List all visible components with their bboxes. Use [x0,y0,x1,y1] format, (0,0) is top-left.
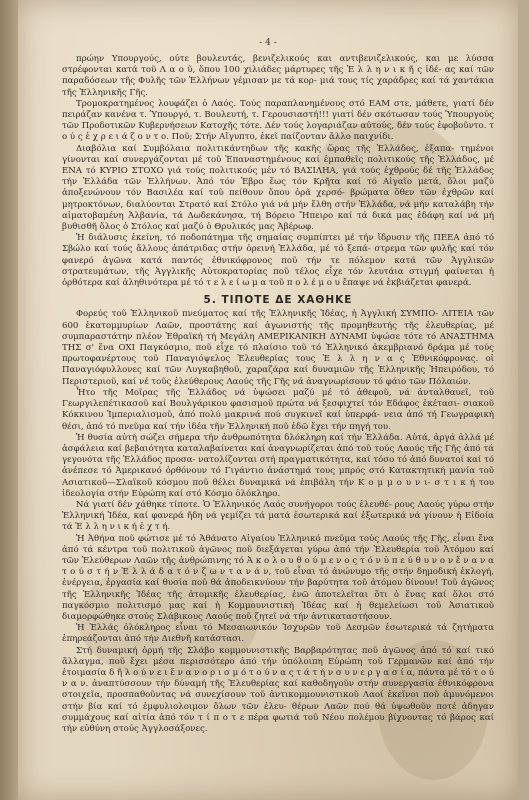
paragraph: Διαβόλια καί Συμβόλαια πολιτικάντηδων τῆς κακῆς ὥρας τῆς Ἑλλάδος, ἐξαπα- τημένοι γίνονται καί συνεργάζονται μέ τοῦ Ἐπαναστημένους καί ἐμπαθεῖς πολιτικούς τῆς Ἑλλάδος, μέ ΕΝΑ τό ΚΥΡΙΟ ΣΤΟΧΟ γιά τούς πολιτικούς μέν τό ΒΑΣΙΛΗΑ, γιά τούς ἐχθρούς δέ τῆς Ἑλλάδος τήν Ἑλλάδα τῶν Ἑλλήνων. Ἀπό τόν Ἐβρο ἕως τόν Κρῆτα καί τό Αἰγαῖο μετά, ὅλοι μαζύ ἀποξενώνουν τόν Βασιλέα καί τοῦ πείθουν ὅπου ὁρᾶ χερσό- βρώματα ὅθεν τῶν ἐχθρῶν καί μητροκτόνων, διαλύονται Στρατό καί Στόλο γιά νά μήν ἔλθη στήν Ἑλλάδα, νά μήν καταλάβη τήν αἰματοβαμένη Ἀλβανία, τά Δωδεκάνησα, τή Βόρειο Ἤπειρο καί τά δικά μας ἐδάφη καί νά μή βυθισθῆ ὅλος ὁ Στόλος καί μαζύ ὁ Θρυλικός μας Ἀβέρωφ. [62,143,494,233]
page-edge-shadow [0,0,18,800]
page-number: - 4 - [259,38,277,48]
paragraph: Ἡ Ἀθήνα ποῦ φώτισε μέ τό Ἀθάνατο Αἰγαίου Ἑλληνικό πνεῦμα τούς Λαούς τῆς Γῆς, εἶναι ἔνα ἀπό τά κέντρα τοῦ πολιτικοῦ ἀγῶνος ποῦ διεξάγεται γύρω ἀπό τήν Ἐλευθερία τοῦ Ἀτόμου καί τῶν Ἐλεύθερων Λαῶν τῆς ἀνθρώπινης τό Ἀ κ ο λ ο υ θ ο ύ μ ε ν ο ς τ ό ν ὑ π ε ύ θ υ ν ο ν ἔ ν α ν α τ ο ύ σ τ ή ν Ἐ λ λ ά δ α τ ό ν ζ ω ν τ α ν ά ν, τοῦ εἶναι τό ἀνώνυμο τῆς στήν δημοδική ἐκλογή, ἐνέργεια, ἐργασία καί θυσία ποῦ θά ἀποδεικνύουν τήν βαρύτητα τοῦ ἀτόμου δίνουν! Τοῦ ἀγῶνος τῆς Ἑλληνικῆς Ἰδέας τῆς ἀτομικῆς ἐλευθερίας, ἐνῶ ἀποτελεῖται ὅτι ὁ ἕνας καί ὅλοι στό παγκόσμιο πολιτισμό μας καί ἡ Κομμουνιστική Ἰδέας καί ἡ θεμελείωσι τοῦ Ἀσιατικοῦ διαμορφώθηκε στούς Σλάβικους Λαούς ποῦ ζητεῖ νά τήν ἀντικαταστήσουν. [62,533,494,622]
paragraph: Νά γιατί δέν χάθηκε τίποτε. Ὁ Ἑλληνικός Λαός συνήγοροι τούς ἐλευθέ- ρους Λαούς γύρω στήν Ἑλληνική Ἰδέα, καί φανερά ἤδη νά γεμίζει τά ματά ἐσωτερικά καί ἐξωτερικά νά γίνουν ἡ Εἰδοία τά Ἐ λ λ η ν ι κ ή ἐ χ τ ή. [62,499,494,533]
paragraph: Τρομοκρατημένος λουφάζει ὁ Λαός. Τούς παραπλανημένους στό ΕΑΜ στε, μάθετε, γιατί δέν πειράζαν κανένα τ. Ὑπουργό, τ. Βουλευτή, τ. Γερουσιαστή!!! γιατί δέν σκότωσαν τούς Ὑπουργούς τῶν Προδοτικῶν Κυβερνήσεων Κατοχῆς τότε. Δέν τούς λογαριάζαν αὐτούς, δέν τούς ἐφοβοῦντο. τ ο ύ ς ἐ χ ρ ε ι ά ζ ο ν τ ο. Ποῦ; Στήν Αἴγυπτο, ἐκεῖ παίζονταν ἄλλο παιχνίδι. [62,98,494,143]
paragraph: Ἡ Ἑλλάς ὁλόκληρος εἶναι τό Μεσαιωνικόν Ἰσχυρῶν τοῦ Δεσμῶν ἐσωτερικά τά ζητήματα ἐπηρεάζονται ἀπό τήν Διεθνῆ κατάστασι. [62,623,494,645]
document-page [18,0,518,800]
paragraph: Φορεύς τοῦ Ἑλληνικοῦ πνεύματος καί τῆς Ἑλληνικῆς Ἰδέας, ἡ Ἀγγλική ΣΥΜΠΟ- ΛΙΤΕΙΑ τῶν 600 ἑκατομμυρίων Λαῶν, προστάτης καί ἀγωνιστής τῆς προμηθευτής τῆς ἐλευθερίας, μέ συμπαραστάτην πλέον Ἐθραϊκή τή Μεγάλη ΑΜΕΡΙΚΑΝΙΚΗ ΔΥΝΑΜΙ ὑψώσε τότε τό ΑΝΑΣΤΗΜΑ ΤΗΣ σ' ἕνα ΟΧΙ Παγκόσμιο, ποῦ εἶχε τό πλαίσιο τοῦ τό Ἑλληνικό ἀκεμβριανό δράμα μέ τούς πρωτοφανέρτους τοῦ Παναγιόψελος Ἑλευθερίας τους Ἐ λ λ η ν α ς Ἐθνικόφρονας. οἱ Παναγιόφυλλονες καί τῶν Λυγκαβηθοῦ, χαραζάρα καί δυναμιῶν τῆς Ἑλληνικῆς Ἡπειρόδου, τό Περιστεριοῦ, καί νέ τοῦς ἐλεύθερους Λαούς τῆς Γῆς νά ἀναγνωρίσουν τό φάιο τῶν Πόλαιών. [62,309,494,387]
paragraph: πρώην Υπουργούς, ούτε βουλευτάς, βενιζελικούς και αντιβενιζελικούς, και με λύσσα στρέφονται κατά τοῦ Λ α ο ῦ, ὅπου 100 χιλιάδες μάρτυρες τῆς Ἑ λ λ η ν ι κ ῆ ς ἰδέ- ας καί τῶν παραδόσεων τῆς Φυλῆς τῶν Ἑλλήνων γέμισαν με τά κορ- μιά τους τίς χαράδρες καί τά χαντάκια τῆς Ἑλληνικῆς Γῆς. [62,54,494,98]
paragraph: Ἡ διάλυσις ἐκείνη, τό ποδοπάτημα τῆς σημαίας συμπίπτει μέ τήν ἵδρυσιν τῆς ΠΕΕΑ ἀπό τό Σβώλο καί τούς ἄλλους ἀπάτριδας στήν ὀρεινή Ἑλλάδα, μέ τό ξεπά- στρεμα τῶν φυλῆς καί τόν φανερό ἀγῶνα κατά παντός ἐθνικόφρονος ποῦ τήν τε πόλεμον κατά τῶν Ἀγγλικῶν στρατευμάτων, τῆς Ἀγγλικῆς Αὐτοκρατορίας ποῦ τέλος εἶχε τόν λευτάια στιγμή φαίνεται ἡ ὀρθότερα καί ἀληθινότερα μέ τό τ ε λ ε ί ω μ α τοῦ π ο λ έ μ ο υ ἔπαψε νά ἐκβιάζεται φανερά. [62,233,494,289]
paragraph: Ἦτο τῆς Μοῖρας τῆς Ἑλλάδος νά ὑψώσει μαζύ μέ τό ἀθεφοῦ, νά ἀνταλθαυεῖ, τοῦ Γεωργιλεπέτικασοῦ καί Βουλγάρικου φασισμοῦ πρώτα νά ξεσφιχτεί τόν Εδάφος ἐκέτασι- σιακοῦ Κόκκινου Ἰμπεριαλισμοῦ, ἀπό πολύ μακρινά πού συγκινεῖ καί ὑπερφά- νεια ἀπό τή Γεωγραφική θέσι, ἀπό τό πνεῦμα καί τήν ἰδέα τῆν Ἑλληνική ποῦ ἐδῶ ἔχει τήν πηγή του. [62,387,494,432]
section-heading: 5. ΤΙΠΟΤΕ ΔΕ ΧΑΘΗΚΕ [203,294,353,307]
paragraph: Ἡ θυσία αὐτή σώζει σήμερα τήν ἀνθρωπότητα δλόκληρη καί τήν Ἑλλάδα. Αὐτά, ἀργά ἀλλά μέ ἀσφάλεια καί βεβαιότητα καταλαβαίνεται καί ἀναγνωρίζεται ἀπό τοῦ τούς Λαούς τῆς Γῆς ἀπό τά γεγονότα τῆς Ἑλλάδος προσα- νατολίζονται στή πραγματικότητα, καί τόσο τό ἀπό δυνατοί καί τό ἀνέπεσε τό Ἀμερικανό ὀρθόνουν τό Γιγάντιο ἀνάστημά τους μπρός στό Κατακτητική μανία τοῦ Ασιατικοῦ—Σλαϊκοῦ κόσμου ποῦ θέλει δυναμικά νά ἐπιβάλη τήν Κ ο μ μ ο υ ν ι- σ τ ι κ ή του ἰδεολογία στήν Εὐρώπη καί στό Κόσμο ὁλόκληρο. [62,432,494,499]
body-text [62,54,494,735]
paragraph: Στή δυναμική ὁρμή τῆς Σλάβο κομμουνιστικῆς Βαρβαρότητας ποῦ ἀγῶνος ἀπό τό καί τικό ἄλλαγμα, ποῦ ἔχει μέσα περισσότερο ἀπό τήν ὑπόλοιπη Εὐρώπη τοῦ Γερμανῶν καί ἀπό τήν ἐτοιμασία δ ῆ λ ο ύ ν ε ι ἔ ν α ν ο ρ ι σ μ ό τ ο ύ ν α ς τ ά τ ή ν σ υ ν ε ρ γ α σ ί α, πάντα μέ τό τ ο ύ ν α ν. ἀναπτύσσουν τήν δύναμή τῆς Ἐλευθερίας καί καθοδηγοῦν στήν συνεργασία ἐθνικόφρονα στοιχεῖα, προσπαθοῦντας νά συνεχίσουν τοῦ ἀντικομμουνιστικοῦ Λαοί ἐκεῖνοι ποῦ ἀμυνόμενοι στήν βία καί τό ἐμφυλιολοιμον ὅλων τῶν ἐλευ- θέρων Λαῶν πού θά ὑψωθοῦν ποτέ ἀδηγαν συμμάχους καί αἰτία ἀπό τόν τ ί π ο τ ε πέρα φωτιά τοῦ Νέου πολέμου βίχνοντας τό βάρος καί τήν εὐθύνη στούς Ἀγγλοσάξονες. [62,645,494,734]
